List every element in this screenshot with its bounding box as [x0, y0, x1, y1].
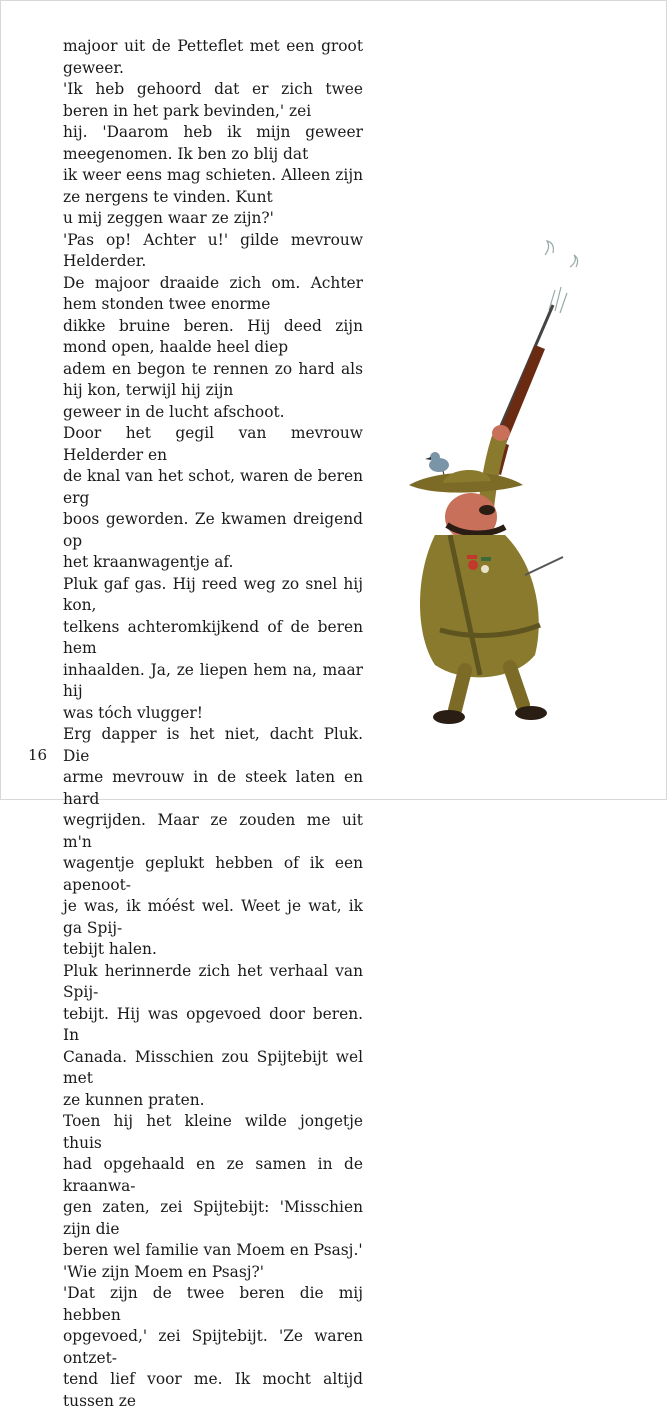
paragraph-8: Pluk herinnerde zich het verhaal van Spij- tebijt. Hij was opgevoed door beren. In Canada. Misschien zou Spijtebijt wel met ze kunnen praten. [63, 961, 363, 1109]
gun-smoke [545, 241, 578, 313]
paragraph-3: 'Pas op! Achter u!' gilde mevrouw Helderder. [63, 230, 363, 270]
paragraph-9: Toen hij het kleine wilde jongetje thuis had opgehaald en ze samen in de kraanwa- gen zaten, zei Spijtebijt: 'Misschien zijn die beren wel familie van Moem en Psasj.' [63, 1112, 363, 1259]
story-text [63, 36, 363, 1412]
paragraph-1: majoor uit de Petteflet met een groot geweer. [63, 37, 363, 77]
paragraph-10: 'Wie zijn Moem en Psasj?' [63, 1262, 265, 1281]
hand [492, 425, 510, 441]
paragraph-11: 'Dat zijn de twee beren die mij hebben opgevoed,' zei Spijtebijt. 'Ze waren ontzet- tend lief voor me. Ik mocht altijd tussen ze [63, 1284, 363, 1410]
page-number: 16 [28, 746, 48, 764]
paragraph-7: Erg dapper is het niet, dacht Pluk. Die arme mevrouw in de steek laten en hard wegrijden. Maar ze zouden me uit m'n wagentje geplukt hebben of ik een apenoot- je was, ik móést wel. Weet je wat, ik ga Spij- tebijt halen. [63, 725, 363, 958]
paragraph-6: Pluk gaf gas. Hij reed weg zo snel hij kon, telkens achteromkijkend of de beren hem inhaalden. Ja, ze liepen hem na, maar hij was tóch vlugger! [63, 574, 363, 722]
paragraph-5: Door het gegil van mevrouw Helderder en de knal van het schot, waren de beren erg boos geworden. Ze kwamen dreigend op het kraanwagentje af. [63, 424, 363, 571]
paragraph-4: De majoor draaide zich om. Achter hem stonden twee enorme dikke bruine beren. Hij deed zijn mond open, haalde heel diep adem en begon te rennen zo hard als hij kon, terwijl hij zijn geweer in de lucht afschoot. [63, 273, 363, 421]
major-with-rifle-illustration [395, 235, 595, 735]
left-leg [455, 670, 465, 710]
right-boot [515, 706, 547, 720]
paragraph-2: 'Ik heb gehoord dat er zich twee beren in het park bevinden,' zei hij. 'Daarom heb ik mijn geweer meegenomen. Ik ben zo blij dat ik weer eens mag schieten. Alleen zijn ze nergens te vinden. Kunt u mij zeggen waar ze zijn?' [63, 80, 363, 227]
right-leg [510, 667, 523, 705]
left-boot [433, 710, 465, 724]
pistol [525, 557, 563, 575]
coat [420, 535, 539, 677]
